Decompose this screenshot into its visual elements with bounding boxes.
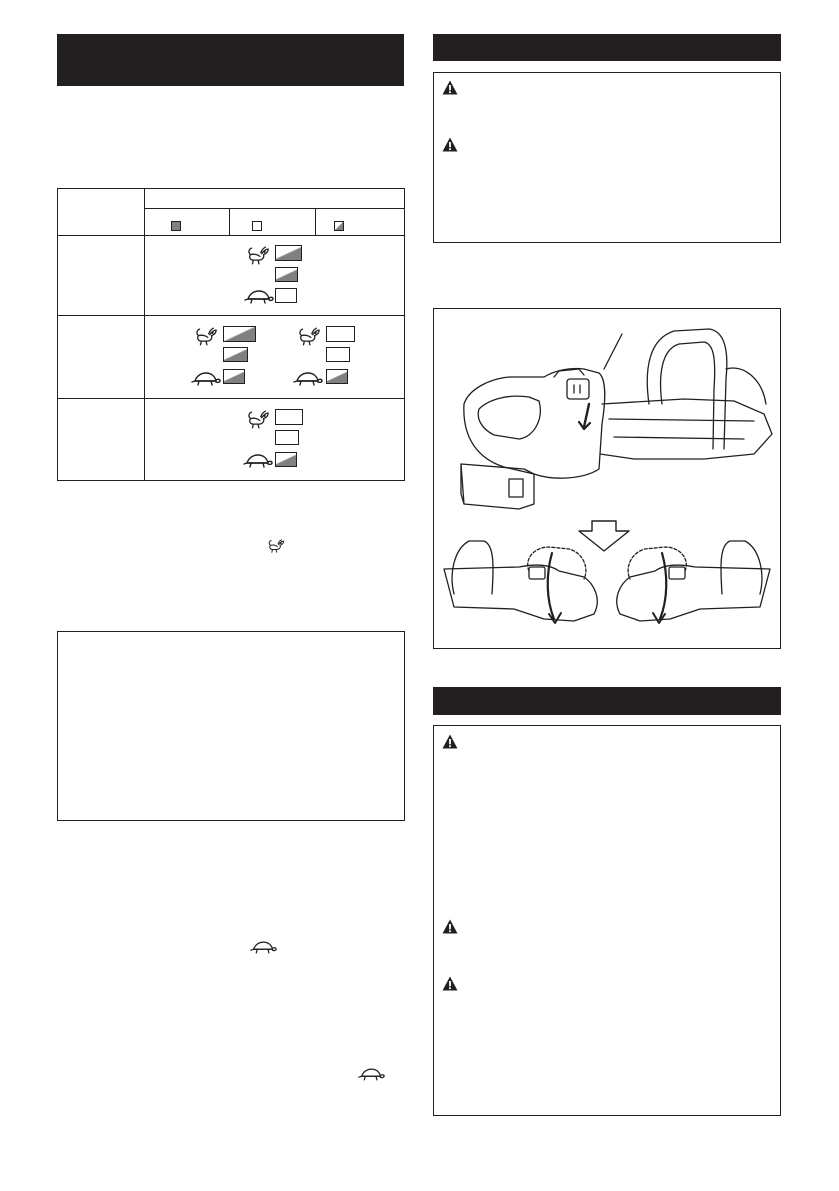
warning-triangle-icon (442, 919, 458, 934)
hedge-trimmer-illustration (434, 309, 780, 648)
legend-blinking-square (334, 221, 344, 231)
lamp-indicator (326, 326, 355, 342)
rabbit-icon (297, 327, 321, 346)
legend-off-square (252, 221, 262, 231)
left-section-heading-bar (57, 34, 404, 86)
lamp-indicator (275, 267, 298, 282)
illustration-frame (433, 308, 781, 649)
lamp-indicator (275, 245, 302, 261)
rabbit-icon (267, 539, 285, 553)
rabbit-icon (194, 327, 218, 346)
lamp-indicator (223, 347, 248, 362)
turtle-icon (293, 372, 323, 386)
right-section-heading-bar-2 (433, 687, 781, 715)
legend-lit-square (171, 221, 181, 231)
turtle-icon (358, 1068, 385, 1081)
warning-triangle-icon (442, 976, 458, 991)
warning-triangle-icon (442, 137, 458, 152)
warning-box-1 (433, 72, 781, 243)
turtle-icon (191, 372, 221, 386)
lamp-indicator (275, 409, 303, 425)
lamp-indicator (275, 452, 297, 467)
note-box (57, 631, 405, 821)
rabbit-icon (246, 410, 270, 429)
turtle-icon (243, 454, 273, 468)
lamp-indicator (326, 369, 348, 384)
lamp-indicator (223, 369, 245, 384)
warning-triangle-icon (442, 80, 458, 95)
right-section-heading-bar-1 (433, 34, 781, 61)
lamp-indicator (326, 347, 350, 362)
lamp-indicator (275, 288, 297, 303)
warning-triangle-icon (442, 734, 458, 749)
lamp-indicator (223, 326, 256, 342)
warning-box-2 (433, 725, 781, 1116)
rabbit-icon (246, 246, 270, 265)
turtle-icon (250, 941, 277, 954)
turtle-icon (244, 290, 274, 304)
lamp-indicator (275, 430, 299, 445)
